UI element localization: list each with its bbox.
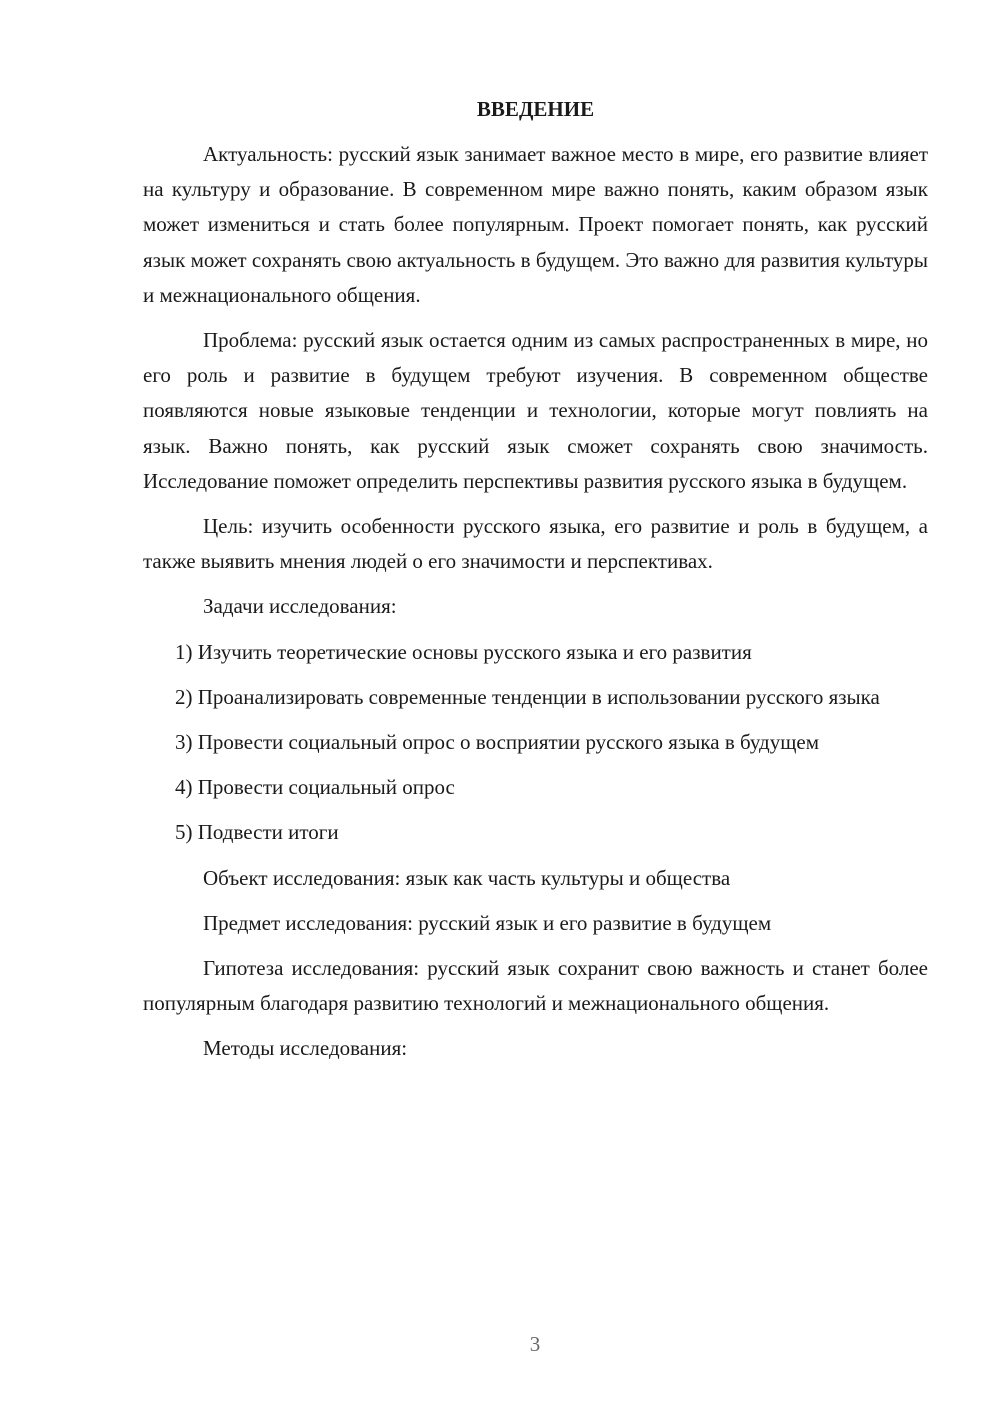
page-title: ВВЕДЕНИЕ [476,97,595,121]
task-item-4: 4) Провести социальный опрос [175,775,455,800]
page-content [143,92,928,1077]
task-item-5: 5) Подвести итоги [175,820,339,845]
paragraph-problem: Проблема: русский язык остается одним из самых распространенных в мире, но его роль и развитие в будущем требуют изучения. В современном обществе появляются новые языковые тенденции и технологии, которые могут повлиять на язык. Важно понять, как русский язык сможет сохранять свою значимость. Исследование поможет определить перспективы развития русского языка в будущем. [143,328,928,493]
paragraph-goal: Цель: изучить особенности русского языка, его развитие и роль в будущем, а также выявить мнения людей о его значимости и перспективах. [143,514,928,574]
task-item-2: 2) Проанализировать современные тенденции в использовании русского языка [175,684,880,709]
research-hypothesis: Гипотеза исследования: русский язык сохранит свою важность и станет более популярным благодаря развитию технологий и межнационального общения. [143,956,928,1016]
research-subject: Предмет исследования: русский язык и его развитие в будущем [203,910,772,935]
tasks-heading: Задачи исследования: [203,594,397,619]
task-item-1: 1) Изучить теоретические основы русского языка и его развития [175,639,752,664]
methods-heading: Методы исследования: [203,1036,408,1061]
research-object: Объект исследования: язык как часть культуры и общества [203,865,731,890]
task-item-3: 3) Провести социальный опрос о восприятии русского языка в будущем [175,730,820,755]
page-number: 3 [529,1332,541,1356]
paragraph-relevance: Актуальность: русский язык занимает важное место в мире, его развитие влияет на культуру и образование. В современном мире важно понять, каким образом язык может измениться и стать более популярным. Проект помогает понять, как русский язык может сохранять свою актуальность в будущем. Это важно для развития культуры и межнационального общения. [143,142,928,307]
